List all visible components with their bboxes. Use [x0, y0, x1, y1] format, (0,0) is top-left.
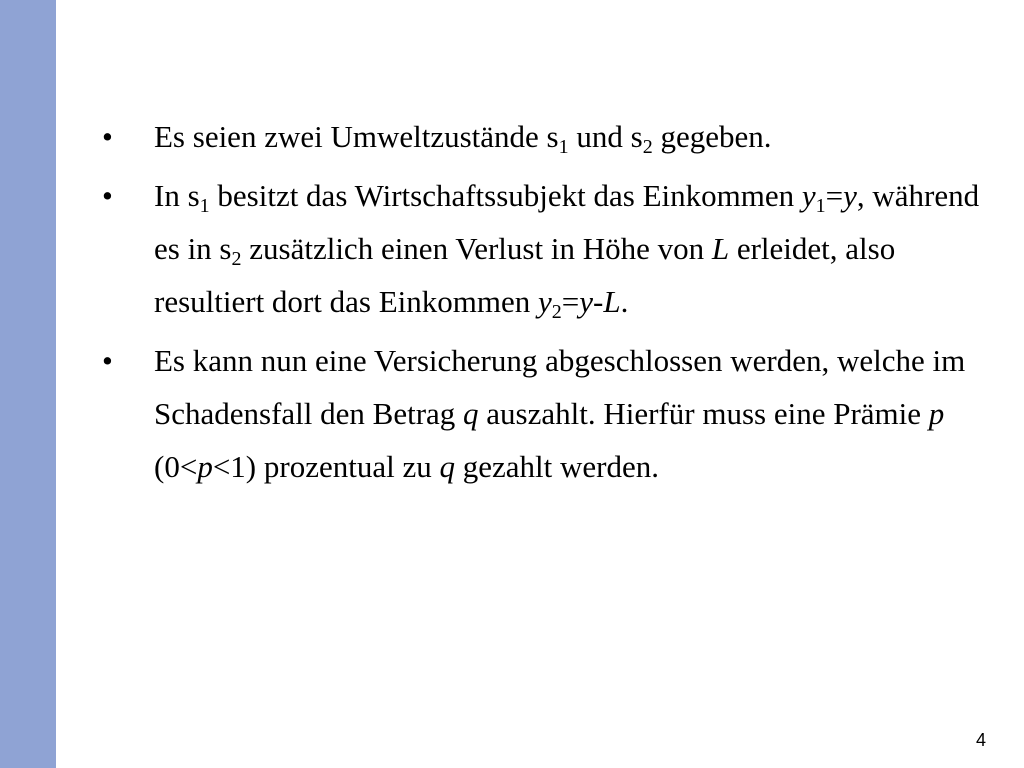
bullet-text — [154, 110, 992, 163]
text-run: . — [620, 284, 629, 319]
math-variable: y — [579, 284, 593, 319]
math-variable: y — [843, 178, 857, 213]
text-run: erleidet, also resultiert dort das Einkommen — [154, 231, 896, 319]
text-run: = — [561, 284, 580, 319]
bullet-icon: • — [102, 343, 113, 378]
subscript: 2 — [642, 136, 653, 158]
math-variable: p — [197, 449, 213, 484]
bullet-item — [102, 334, 992, 493]
text-run: und s — [568, 119, 643, 154]
text-run: gezahlt werden. — [454, 449, 659, 484]
text-run: = — [825, 178, 844, 213]
text-run: , während es in s — [154, 178, 980, 266]
subscript: 1 — [199, 195, 210, 217]
text-run: (0< — [154, 449, 198, 484]
subscript: 1 — [558, 136, 569, 158]
math-variable: p — [928, 396, 945, 431]
subscript: 2 — [551, 301, 562, 323]
text-run: zusätzlich einen Verlust in Höhe von — [241, 231, 712, 266]
text-run: <1) prozentual zu — [212, 449, 440, 484]
text-run: In s — [154, 178, 200, 213]
text-run: Es kann nun eine Versicherung abgeschlossen werden, welche im Schadensfall den Betrag — [154, 343, 966, 431]
bullet-icon: • — [102, 178, 113, 213]
page-number: 4 — [975, 730, 986, 750]
math-variable: L — [711, 231, 730, 266]
subscript: 1 — [815, 195, 826, 217]
math-variable: L — [603, 284, 621, 319]
math-variable: y — [801, 178, 816, 213]
bullet-text — [154, 334, 992, 493]
text-run: besitzt das Wirtschaftssubjekt das Einkommen — [209, 178, 802, 213]
text-run: auszahlt. Hierfür muss eine Prämie — [478, 396, 929, 431]
subscript: 2 — [231, 248, 242, 270]
bullet-text — [154, 169, 992, 328]
text-run: gegeben. — [652, 119, 772, 154]
math-variable: q — [463, 396, 479, 431]
bullet-icon: • — [102, 119, 113, 154]
bullet-item — [102, 110, 992, 163]
math-variable: q — [439, 449, 455, 484]
text-run: Es seien zwei Umweltzustände s — [154, 119, 559, 154]
text-run: - — [593, 284, 604, 319]
bullet-list — [102, 110, 992, 499]
side-accent-bar — [0, 0, 56, 768]
bullet-item — [102, 169, 992, 328]
math-variable: y — [537, 284, 552, 319]
